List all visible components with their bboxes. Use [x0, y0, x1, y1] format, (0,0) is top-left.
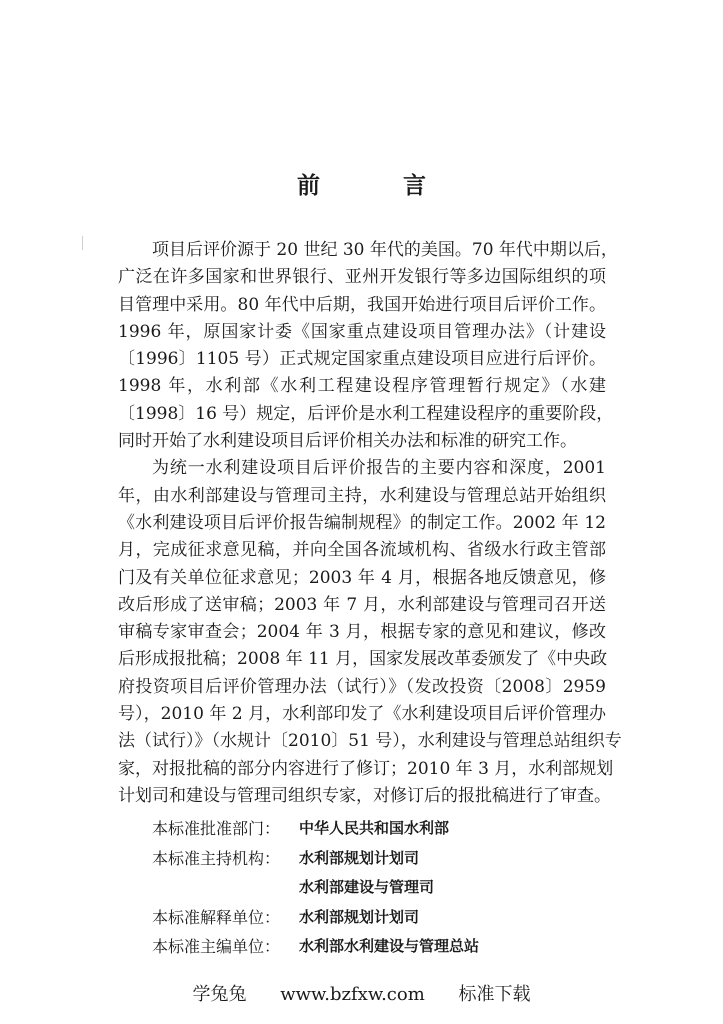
text-line: 家，对报批稿的部分内容进行了修订；2010 年 3 月，水利部规划 [118, 758, 614, 779]
preface-body [118, 237, 622, 810]
credit-interpretation [152, 903, 572, 933]
text-line: 月，完成征求意见稿，并向全国各流域机构、省级水行政主管部 [118, 540, 606, 561]
footer-slogan: 标准下载 [458, 984, 531, 1005]
text-line: 法（试行）》（水规计〔2010〕51 号），水利建设与管理总站组织专 [118, 731, 622, 752]
paragraph-1 [118, 237, 618, 455]
text-line: 改后形成了送审稿；2003 年 7 月，水利部建设与管理司召开送 [118, 594, 606, 615]
text-line: 目管理中采用。80 年代中后期，我国开始进行项目后评价工作。 [118, 294, 606, 315]
text-line: 审稿专家审查会；2004 年 3 月，根据专家的意见和建议，修改 [118, 622, 606, 643]
credit-host-continued [152, 873, 572, 903]
text-line: 项目后评价源于 20 世纪 30 年代的美国。70 年代中期以后， [152, 240, 618, 260]
credit-label: 本标准解释单位： [152, 907, 281, 927]
text-line: 《水利建设项目后评价报告编制规程》的制定工作。2002 年 12 [118, 512, 606, 533]
credit-editor [152, 932, 572, 962]
credit-value: 水利部水利建设与管理总站 [299, 937, 480, 955]
text-line: 同时开始了水利建设项目后评价相关办法和标准的研究工作。 [118, 431, 577, 452]
footer-url[interactable]: www.bzfxw.com [280, 984, 425, 1005]
credit-host [152, 844, 572, 874]
footer-brand: 学兔兔 [192, 984, 247, 1005]
text-line: 号），2010 年 2 月，水利部印发了《水利建设项目后评价管理办 [118, 704, 606, 725]
credit-label: 本标准批准部门： [152, 819, 281, 838]
text-line: 1998 年，水利部《水利工程建设程序管理暂行规定》（水建 [118, 376, 606, 397]
credit-value: 水利部规划计划司 [299, 848, 420, 867]
text-line: 府投资项目后评价管理办法（试行）》（发改投资〔2008〕2959 [118, 676, 606, 697]
page-title: 前 言 [297, 173, 456, 199]
credit-value: 中华人民共和国水利部 [299, 819, 450, 837]
text-line: 为统一水利建设项目后评价报告的主要内容和深度，2001 [152, 458, 606, 479]
scan-mark [82, 236, 83, 250]
text-line: 1996 年，原国家计委《国家重点建设项目管理办法》（计建设 [118, 321, 606, 342]
text-line: 计划司和建设与管理司组织专家，对修订后的报批稿进行了审查。 [118, 785, 611, 806]
text-line: 门及有关单位征求意见；2003 年 4 月，根据各地反馈意见，修 [118, 567, 606, 588]
text-line: 后形成报批稿；2008 年 11 月，国家发展改革委颁发了《中央政 [118, 649, 608, 670]
text-line: 年，由水利部建设与管理司主持，水利建设与管理总站开始组织 [118, 485, 606, 506]
credit-label: 本标准主编单位： [152, 937, 281, 956]
text-line: 〔1996〕1105 号）正式规定国家重点建设项目应进行后评价。 [118, 349, 606, 370]
text-line: 广泛在许多国家和世界银行、亚州开发银行等多边国际组织的项 [118, 267, 606, 288]
paragraph-2 [118, 455, 622, 810]
credit-approval [152, 814, 572, 844]
credit-label: 本标准主持机构： [152, 848, 281, 868]
credit-value: 水利部建设与管理司 [299, 878, 435, 896]
credit-value: 水利部规划计划司 [299, 907, 420, 926]
text-line: 〔1998〕16 号）规定，后评价是水利工程建设程序的重要阶段， [118, 403, 614, 424]
watermark-footer [0, 983, 723, 1007]
standard-credits [152, 814, 572, 962]
